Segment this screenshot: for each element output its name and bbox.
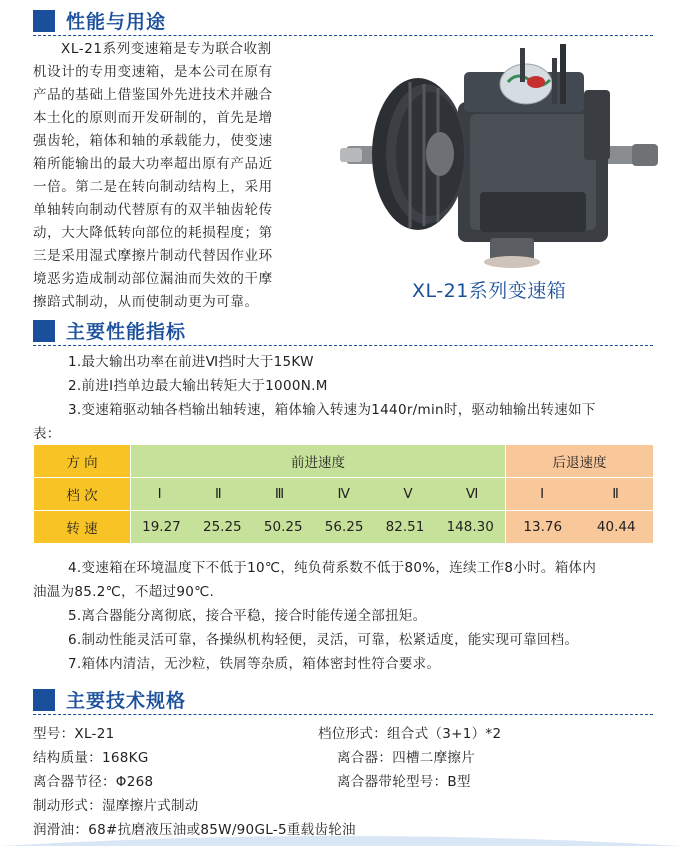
speed-value: 56.25 (324, 519, 364, 535)
gear-label: Ⅳ (337, 486, 351, 502)
spec-clutch-diameter: 离合器节径：Φ268 (33, 774, 154, 790)
dashed-divider (33, 35, 653, 36)
gear-label: Ⅲ (274, 486, 285, 502)
index-item: 表： (33, 426, 61, 442)
footer-wave (0, 832, 682, 846)
section-heading-performance-index (33, 316, 653, 346)
spec-gear-form: 档位形式：组合式（3+1）*2 (318, 726, 502, 742)
index-item: 1.最大输出功率在前进Ⅵ挡时大于15KW (68, 354, 314, 370)
heading-square-icon (33, 320, 55, 342)
intro-line: 擦踣式制动，从而使制动更为可靠。 (33, 294, 259, 310)
index-item: 3.变速箱驱动轴各档输出轴转速，箱体输入转速为1440r/min时，驱动轴输出转速如下 (68, 402, 596, 418)
gear-label: Ⅱ (612, 486, 619, 502)
index-item: 4.变速箱在环境温度下不低于10℃，纯负荷系数不低于80%，连续工作8小时。箱体内 (68, 560, 597, 576)
reverse-speeds-cell (506, 511, 654, 544)
intro-line: 一倍。第二是在转向制动结构上，采用 (33, 179, 273, 195)
table-row (34, 511, 654, 544)
intro-line: 产品的基础上借鉴国外先进技术并融合 (33, 87, 273, 103)
row-label-gear: 档 次 (34, 478, 131, 511)
intro-line: 本土化的原则而开发研制的，首先是增 (33, 110, 273, 126)
intro-line: 动，大大降低转向部位的耗损程度；第 (33, 225, 273, 241)
heading-square-icon (33, 689, 55, 711)
index-item: 6.制动性能灵活可靠，各操纵机构轻便，灵活，可靠，松紧适度，能实现可靠回档。 (68, 632, 579, 648)
speed-table (33, 444, 654, 544)
spec-weight: 结构质量：168KG (33, 750, 149, 766)
index-item: 7.箱体内清洁，无沙粒，铁屑等杂质，箱体密封性符合要求。 (68, 656, 441, 672)
section-heading-performance (33, 6, 653, 36)
speed-value: 13.76 (523, 519, 563, 535)
intro-line: 箱所能输出的最大功率超出原有产品近 (33, 156, 273, 172)
gear-label: Ⅱ (214, 486, 222, 502)
spec-clutch: 离合器：四槽二摩擦片 (337, 750, 475, 766)
intro-paragraph (33, 38, 273, 314)
gear-label: Ⅰ (157, 486, 162, 502)
section-title: 主要性能指标 (66, 321, 187, 343)
speed-value: 50.25 (263, 519, 303, 535)
forward-header: 前进速度 (131, 445, 506, 478)
heading-square-icon (33, 10, 55, 32)
index-item: 2.前进Ⅰ挡单边最大输出转矩大于1000N.M (68, 378, 328, 394)
spec-pulley-type: 离合器带轮型号：B型 (337, 774, 471, 790)
intro-line: 机设计的专用变速箱，是本公司在原有 (33, 64, 273, 80)
speed-value: 148.30 (446, 519, 494, 535)
gear-label: Ⅰ (540, 486, 545, 502)
section-title: 主要技术规格 (66, 690, 187, 712)
spec-brake: 制动形式：湿摩擦片式制动 (33, 798, 199, 814)
product-caption: XL-21系列变速箱 (412, 280, 567, 302)
row-label-speed: 转 速 (34, 511, 131, 544)
forward-gears-cell (131, 478, 506, 511)
section-title: 性能与用途 (66, 11, 167, 33)
table-row (34, 478, 654, 511)
row-label-direction: 方 向 (34, 445, 131, 478)
intro-line: 三是采用湿式摩擦片制动代替因作业环 (33, 248, 273, 264)
table-row (34, 445, 654, 478)
dashed-divider (33, 714, 653, 715)
intro-line: 单轴转向制动代替原有的双半轴齿轮传 (33, 202, 273, 218)
intro-line: 境恶劣造成制动部位漏油而失效的干摩 (33, 271, 273, 287)
speed-value: 25.25 (203, 519, 242, 535)
spec-model: 型号：XL-21 (33, 726, 115, 742)
gear-label: Ⅴ (403, 486, 413, 502)
speed-value: 40.44 (596, 519, 636, 535)
reverse-gears-cell (506, 478, 654, 511)
gear-label: Ⅵ (465, 486, 479, 502)
speed-value: 82.51 (385, 519, 425, 535)
spec-lubricant: 润滑油：68#抗磨液压油或85W/90GL-5重载齿轮油 (33, 822, 356, 838)
index-item: 5.离合器能分离彻底，接合平稳，接合时能传递全部扭矩。 (68, 608, 427, 624)
intro-line: XL-21系列变速箱是专为联合收割 (61, 41, 272, 57)
reverse-header: 后退速度 (506, 445, 654, 478)
section-heading-specs (33, 685, 653, 715)
intro-line: 强齿轮，箱体和轴的承载能力，使变速 (33, 133, 273, 149)
gearbox-product-image (340, 42, 658, 272)
dashed-divider (33, 345, 653, 346)
index-item: 油温为85.2℃，不超过90℃. (33, 584, 215, 600)
forward-speeds-cell (131, 511, 506, 544)
speed-value: 19.27 (142, 519, 181, 535)
